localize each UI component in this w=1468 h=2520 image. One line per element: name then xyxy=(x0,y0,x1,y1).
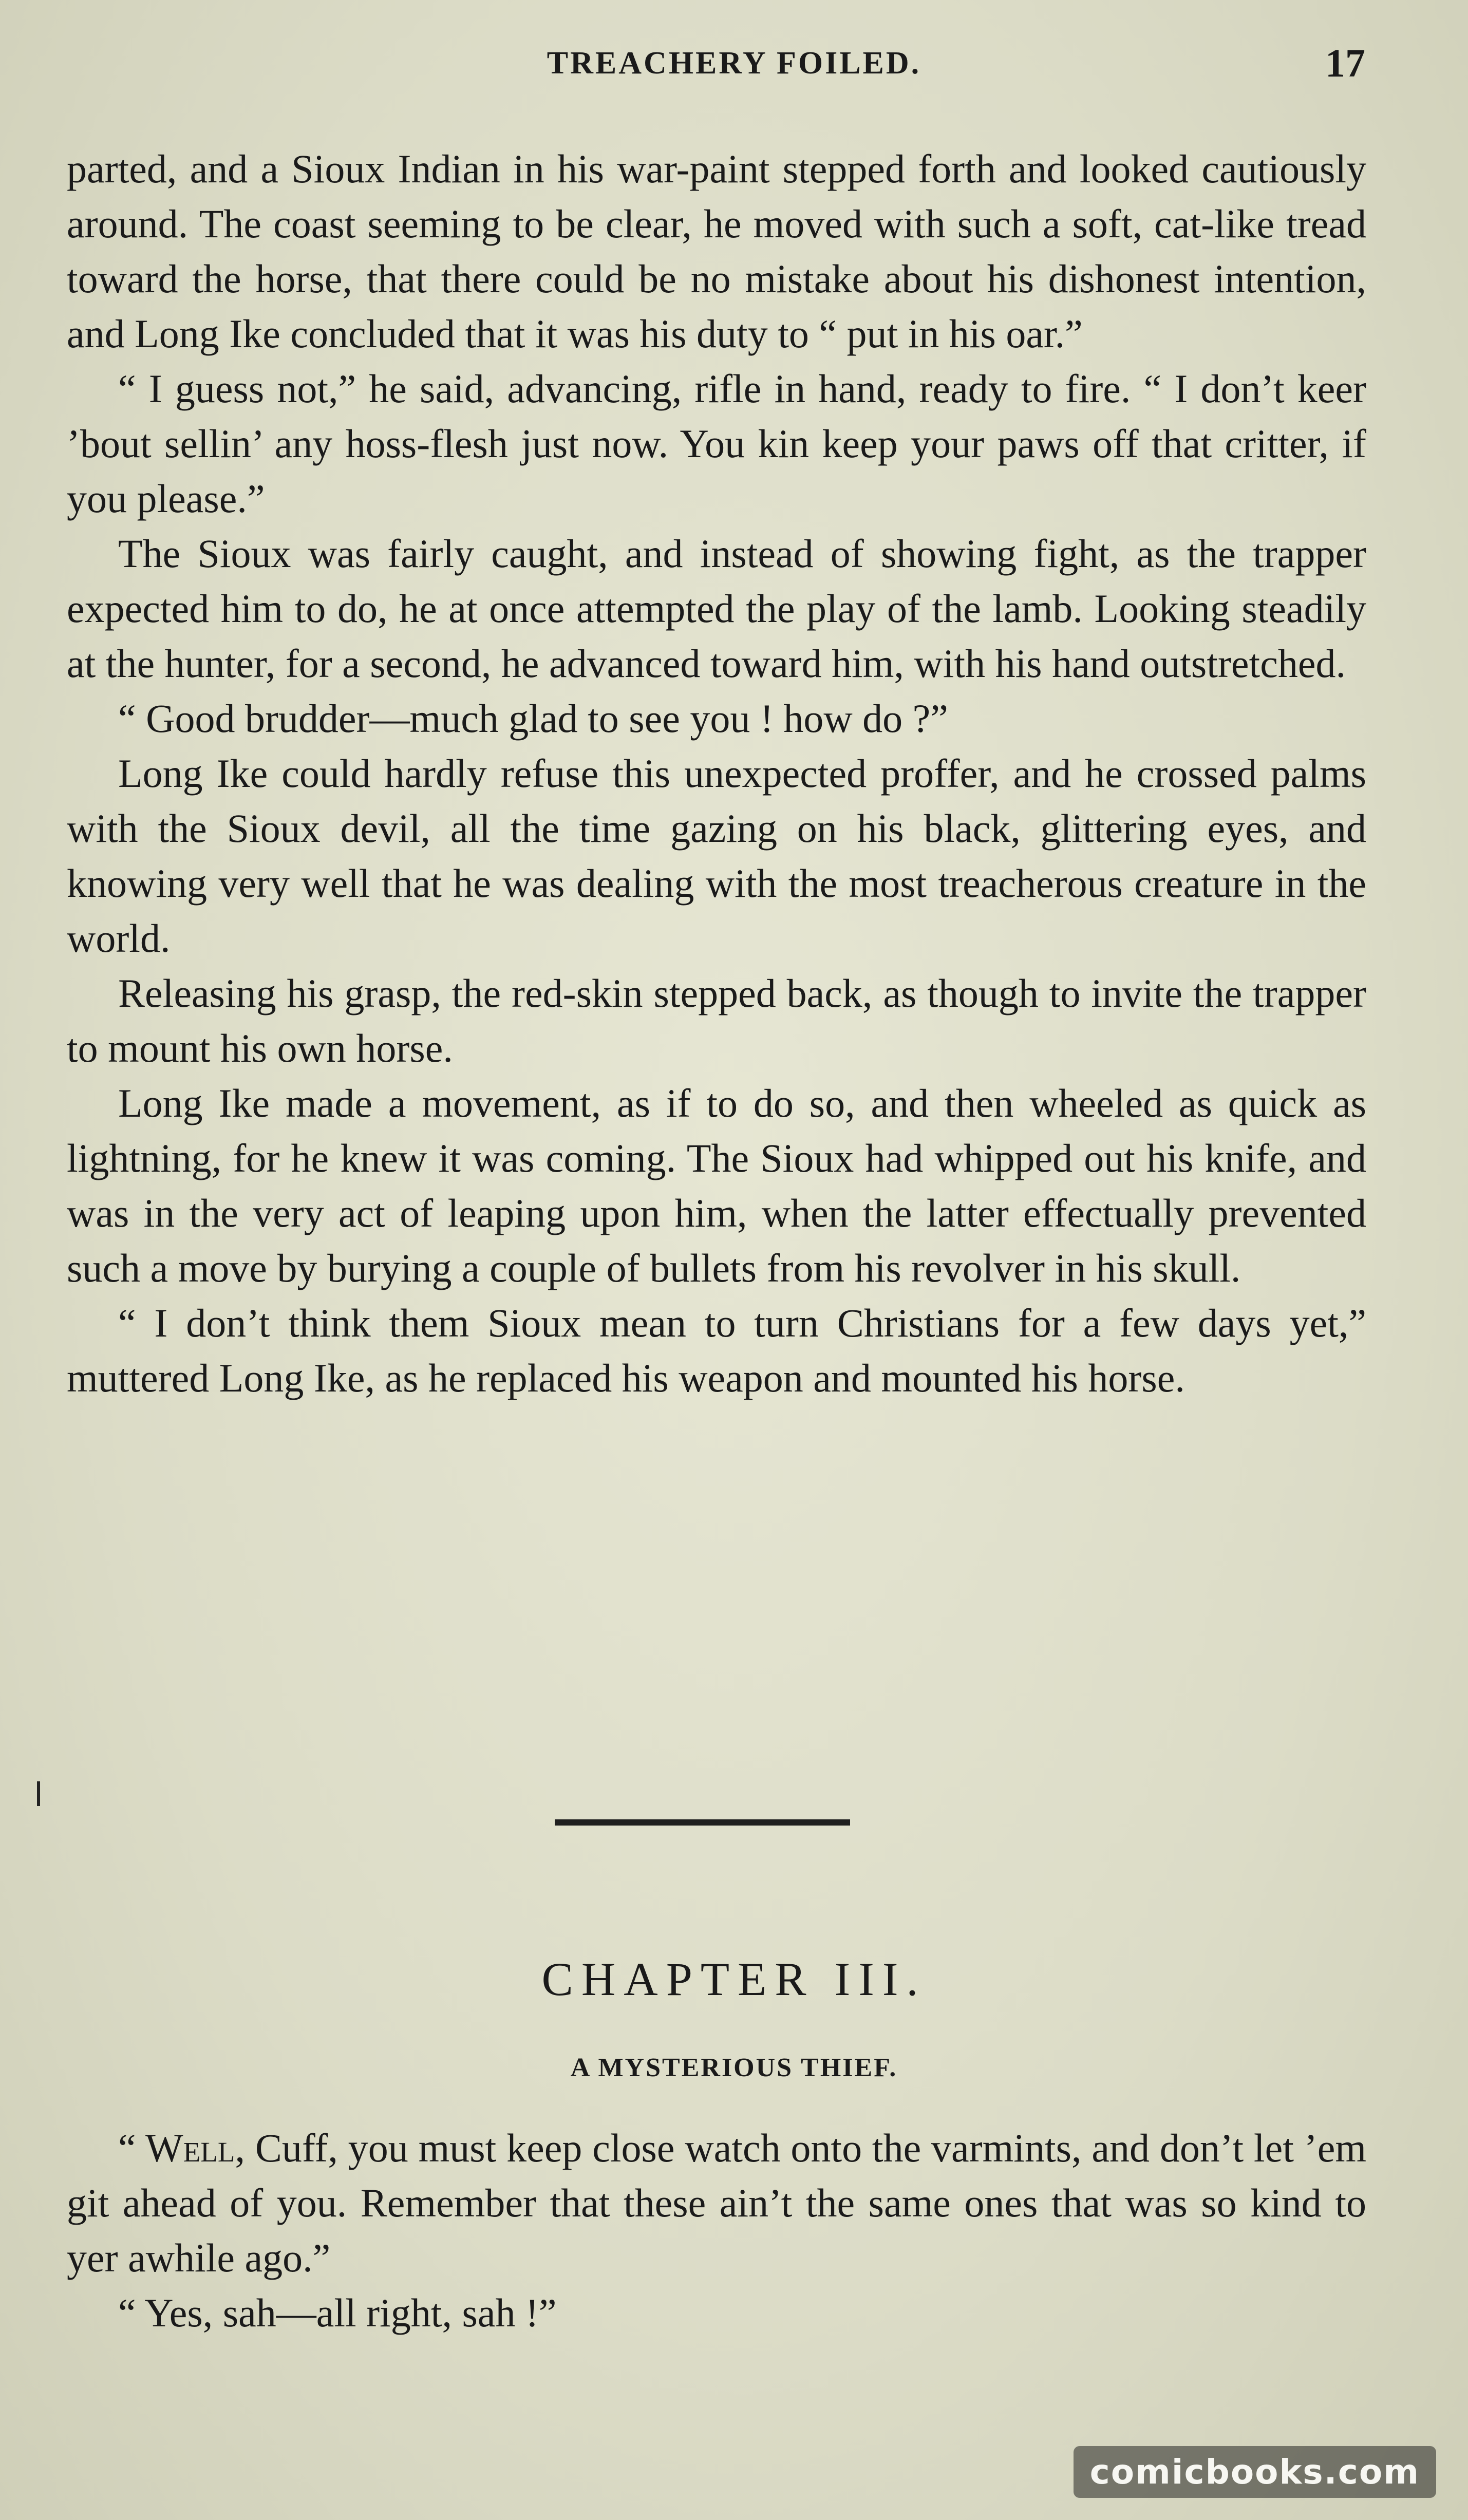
paragraph xyxy=(67,2120,1366,2285)
site-watermark: comicbooks.com xyxy=(1074,2446,1436,2498)
body-text xyxy=(67,141,1366,1405)
chapter-title: CHAPTER III. xyxy=(541,1953,927,2005)
chapter-opening-word: “ Well, xyxy=(118,2126,245,2170)
paragraph: Releasing his grasp, the red-skin stepped back, as though to invite the trapper to mount his own horse. xyxy=(67,971,1366,1070)
paragraph: The Sioux was fairly caught, and instead of showing fight, as the trapper expected him to do, he at once attempted the play of the lamb. Looking steadily at the hunter, for a second, he advanced toward him, with his hand outstretched. xyxy=(67,531,1366,686)
paragraph: Long Ike made a movement, as if to do so, and then wheeled as quick as lightning, for he knew it was coming. The Sioux had whipped out his knife, and was in the very act of leaping upon him, when the latter effectually prevented such a move by burying a couple of bullets from his revolver in his skull. xyxy=(67,1081,1366,1290)
paragraph: parted, and a Sioux Indian in his war-paint stepped forth and looked cautiously around. The coast seeming to be clear, he moved with such a soft, cat-like tread toward the horse, that there could be no mistake about his dishonest intention, and Long Ike concluded that it was his duty to “ put in his oar.” xyxy=(67,146,1366,356)
paragraph: “ Yes, sah—all right, sah !” xyxy=(118,2290,557,2335)
paragraph: “ I don’t think them Sioux mean to turn Christians for a few days yet,” muttered Long Ike, as he replaced his weapon and mounted his horse. xyxy=(67,1301,1366,1400)
paragraph: Long Ike could hardly refuse this unexpected proffer, and he crossed palms with the Sioux devil, all the time gazing on his black, glittering eyes, and knowing very well that he was dealing with the most treacherous creature in the world. xyxy=(67,751,1366,961)
paragraph: “ Good brudder—much glad to see you ! how do ?” xyxy=(118,696,948,741)
paragraph: “ I guess not,” he said, advancing, rifle in hand, ready to fire. “ I don’t keer ’bout sellin’ any hoss-flesh just now. You kin keep your paws off that critter, if you please.” xyxy=(67,366,1366,521)
section-divider xyxy=(555,1819,850,1826)
chapter-opening-text: Cuff, you must keep close watch onto the varmints, and don’t let ’em git ahead of you. Remember that these ain’t the same ones that was so kind to yer awhile ago.” xyxy=(67,2126,1366,2280)
chapter-text xyxy=(67,2120,1366,2340)
chapter-subtitle: A MYSTERIOUS THIEF. xyxy=(570,2053,898,2082)
stray-ink-mark xyxy=(37,1781,40,1806)
running-head: TREACHERY FOILED. xyxy=(547,46,921,81)
page-header xyxy=(0,40,1468,97)
page-number: 17 xyxy=(1325,41,1365,85)
